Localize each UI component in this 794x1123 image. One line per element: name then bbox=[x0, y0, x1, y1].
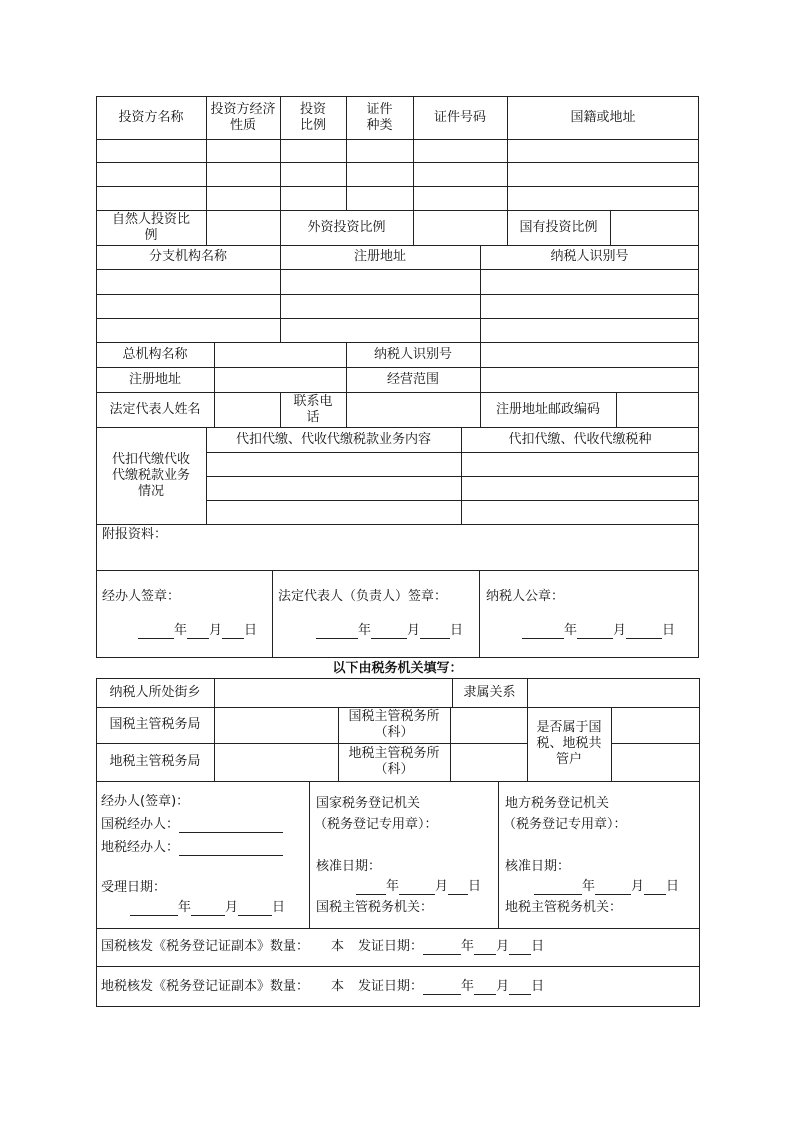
rule bbox=[214, 342, 215, 427]
state-ratio-label: 国有投资比例 bbox=[519, 219, 598, 235]
header-investment-ratio: 投资比例 bbox=[299, 101, 326, 133]
rule bbox=[610, 210, 611, 245]
rule bbox=[450, 707, 451, 781]
rule bbox=[96, 524, 699, 525]
attachments-label: 附报资料： bbox=[102, 527, 168, 542]
rule bbox=[206, 210, 207, 245]
rule bbox=[206, 500, 699, 501]
header-branch-taxpayer-id: 纳税人识别号 bbox=[550, 249, 629, 264]
header-branch-name: 分支机构名称 bbox=[148, 249, 227, 264]
local-seal: （税务登记专用章）： bbox=[503, 817, 627, 832]
local-bureau-label: 地税主管税务局 bbox=[109, 754, 201, 769]
rule bbox=[96, 966, 700, 967]
accept-date-label: 受理日期： bbox=[101, 880, 167, 895]
tax-section-title: 以下由税务机关填写： bbox=[332, 660, 463, 676]
hq-taxpayer-id-label: 纳税人识别号 bbox=[373, 346, 452, 362]
rule bbox=[206, 476, 699, 477]
local-agent-line: 地税经办人： bbox=[101, 840, 283, 856]
rule bbox=[346, 392, 347, 427]
legal-rep-label: 法定代表人姓名 bbox=[109, 401, 201, 417]
hq-scope-label: 经营范围 bbox=[386, 371, 439, 387]
shared-household-label: 是否属于国税、地税共管户 bbox=[536, 720, 602, 767]
rule bbox=[611, 707, 612, 781]
national-approve-date-label: 核准日期： bbox=[316, 859, 382, 874]
national-office-label: 国税主管税务所（科） bbox=[348, 709, 440, 740]
rule bbox=[214, 678, 215, 781]
agent-sign-label: 经办人(签章)： bbox=[101, 794, 190, 809]
street-label: 纳税人所处街乡 bbox=[109, 684, 201, 700]
foreign-ratio-label: 外资投资比例 bbox=[307, 219, 386, 235]
rule bbox=[611, 743, 700, 744]
national-seal: （税务登记专用章）： bbox=[314, 817, 438, 832]
hq-name-label: 总机构名称 bbox=[122, 346, 188, 362]
national-reg-org: 国家税务登记机关 bbox=[316, 796, 421, 811]
national-authority-label: 国税主管税务机关： bbox=[316, 900, 434, 915]
affiliation-label: 隶属关系 bbox=[463, 684, 516, 700]
local-copy-row: 地税核发《税务登记证副本》数量： 本 发证日期： 年 月 日 bbox=[101, 979, 545, 994]
rule bbox=[96, 139, 699, 140]
local-approve-date-label: 核准日期： bbox=[505, 859, 571, 874]
rule bbox=[309, 781, 310, 928]
header-investor-name: 投资方名称 bbox=[118, 109, 184, 125]
header-certificate-number: 证件号码 bbox=[433, 109, 486, 125]
national-copy-row: 国税核发《税务登记证副本》数量： 本 发证日期： 年 月 日 bbox=[101, 939, 545, 954]
local-authority-label: 地税主管税务机关： bbox=[505, 900, 623, 915]
taxpayer-date: 年 月 日 bbox=[522, 623, 675, 639]
local-approve-date: 年 月 日 bbox=[534, 879, 679, 895]
national-approve-date: 年 月 日 bbox=[356, 879, 481, 895]
header-branch-address: 注册地址 bbox=[353, 249, 406, 264]
legal-date: 年 月 日 bbox=[316, 623, 463, 639]
phone-label: 联系电话 bbox=[293, 393, 333, 425]
rule bbox=[96, 318, 699, 319]
local-reg-org: 地方税务登记机关 bbox=[505, 796, 610, 811]
rule bbox=[96, 928, 700, 929]
rule bbox=[413, 210, 414, 245]
rule bbox=[272, 570, 273, 657]
header-investor-nature: 投资方经济性质 bbox=[210, 101, 276, 133]
rule bbox=[96, 570, 699, 571]
rule bbox=[96, 781, 700, 782]
withholding-tax-header: 代扣代缴、代收代缴税种 bbox=[508, 431, 652, 447]
local-office-label: 地税主管税务所（科） bbox=[348, 746, 440, 777]
rule bbox=[206, 452, 699, 453]
agent-signature-label: 经办人签章： bbox=[102, 589, 181, 604]
header-certificate-type: 证件种类 bbox=[366, 101, 393, 133]
legal-signature-label: 法定代表人（负责人）签章： bbox=[278, 589, 448, 604]
withholding-label: 代扣代缴代收代缴税款业务情况 bbox=[111, 451, 190, 499]
natural-person-ratio-label: 自然人投资比例 bbox=[111, 211, 190, 243]
national-bureau-label: 国税主管税务局 bbox=[109, 717, 201, 732]
rule bbox=[616, 392, 617, 427]
rule bbox=[96, 294, 699, 295]
rule bbox=[96, 269, 699, 270]
national-agent-line: 国税经办人： bbox=[101, 817, 283, 833]
rule bbox=[498, 781, 499, 928]
header-nationality-address: 国籍或地址 bbox=[570, 109, 636, 125]
accept-date: 年 月 日 bbox=[130, 900, 285, 916]
rule bbox=[96, 162, 699, 163]
rule bbox=[96, 186, 699, 187]
taxpayer-seal-label: 纳税人公章： bbox=[486, 589, 565, 604]
withholding-content-header: 代扣代缴、代收代缴税款业务内容 bbox=[235, 431, 431, 447]
postal-code-label: 注册地址邮政编码 bbox=[495, 401, 600, 417]
agent-date: 年 月 日 bbox=[138, 623, 257, 639]
hq-address-label: 注册地址 bbox=[128, 371, 181, 387]
rule bbox=[479, 570, 480, 657]
